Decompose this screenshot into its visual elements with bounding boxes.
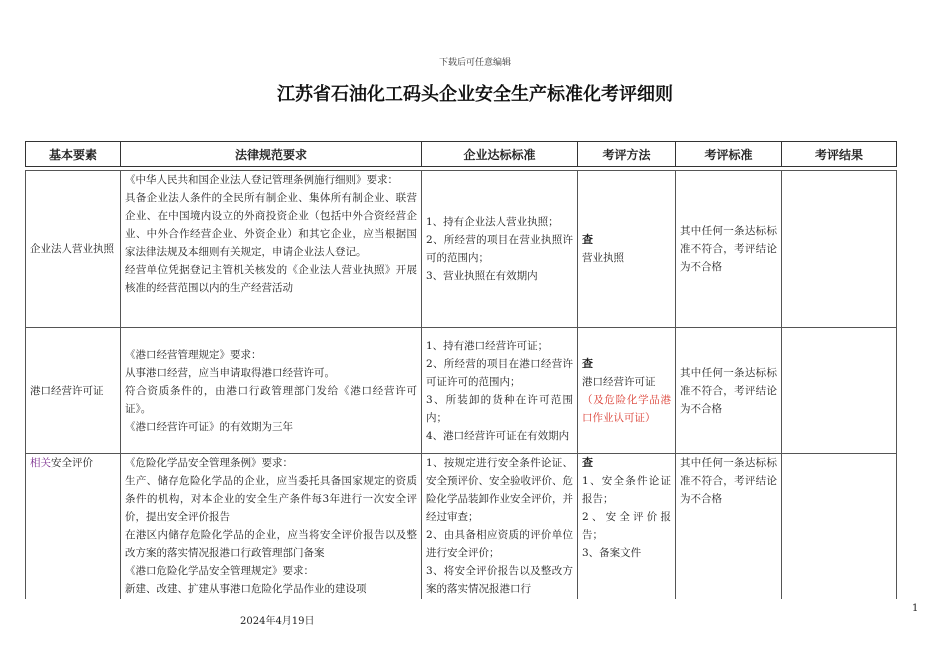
criteria-text: 其中任何一条达标标准不符合，考评结论为不合格 (680, 457, 777, 505)
law-paragraph: 生产、储存危险化学品的企业，应当委托具备国家规定的资质条件的机构，对本企业的安全生产条件每3年进行一次安全评价，提出安全评价报告 (125, 475, 417, 523)
method-heading: 查 (582, 233, 593, 246)
standard-item: 1、按规定进行安全条件论证、安全预评价、安全验收评价、危险化学品装卸作业安全评价，并经过审查； (426, 457, 573, 523)
footer-date: 2024年4月19日 (240, 616, 315, 627)
table-row (26, 328, 897, 454)
element-prefix: 相关 (30, 457, 51, 469)
standard-item: 1、持有港口经营许可证； (426, 339, 549, 352)
law-paragraph: 经营单位凭据登记主管机关核发的《企业法人营业执照》开展核准的经营范围以内的生产经营活动 (125, 264, 417, 294)
law-paragraph: 《危险化学品安全管理条例》要求： (125, 457, 293, 469)
evaluation-table (25, 141, 897, 599)
standard-item: 2、所经营的项目在港口经营许可证许可的范围内； (426, 357, 573, 388)
element-cell (26, 171, 121, 328)
column-header: 企业达标标准 (422, 142, 578, 167)
method-item: 营业执照 (582, 252, 624, 264)
law-paragraph: 《港口经营许可证》的有效期为三年 (125, 420, 293, 433)
element-name: 港口经营许可证 (30, 384, 104, 397)
element-cell (26, 454, 121, 599)
element-name: 安全评价 (51, 457, 93, 469)
result-cell (782, 328, 897, 454)
standard-item: 3、将安全评价报告以及整改方案的落实情况报港口行 (426, 565, 573, 595)
law-paragraph: 《港口经营管理规定》要求： (125, 348, 262, 361)
law-paragraph: 新建、改建、扩建从事港口危险化学品作业的建设项 (125, 583, 367, 595)
method-cell (578, 171, 676, 328)
standard-item: 3、营业执照在有效期内 (426, 270, 538, 282)
table-row (26, 454, 897, 599)
column-header: 考评方法 (578, 142, 676, 167)
standard-cell (422, 328, 578, 454)
method-cell (578, 328, 676, 454)
method-item: 2、安全评价报告； (582, 511, 671, 541)
criteria-text: 其中任何一条达标标准不符合，考评结论为不合格 (680, 366, 777, 415)
table-header-row (26, 142, 897, 167)
header-note: 下载后可任意编辑 (438, 58, 511, 68)
method-heading: 查 (582, 456, 593, 469)
law-cell (121, 328, 422, 454)
page-title: 江苏省石油化工码头企业安全生产标准化考评细则 (277, 84, 673, 105)
column-header: 法律规范要求 (121, 142, 422, 167)
law-paragraph: 《中华人民共和国企业法人登记管理条例施行细则》要求： (125, 174, 398, 186)
standard-item: 2、所经营的项目在营业执照许可的范围内； (426, 234, 573, 264)
column-header: 基本要素 (26, 142, 121, 167)
element-name: 企业法人营业执照 (30, 243, 114, 255)
standard-item: 4、港口经营许可证在有效期内 (426, 429, 570, 442)
method-item: 1、安全条件论证报告； (582, 475, 671, 505)
method-note: （及危险化学品港口作业认可证） (582, 393, 671, 424)
element-cell (26, 328, 121, 454)
law-cell (121, 454, 422, 599)
law-paragraph: 在港区内储存危险化学品的企业，应当将安全评价报告以及整改方案的落实情况报港口行政管理部门备案 (125, 529, 417, 559)
standard-item: 3、所装卸的货种在许可范围内； (426, 393, 573, 424)
method-cell (578, 454, 676, 599)
criteria-text: 其中任何一条达标标准不符合，考评结论为不合格 (680, 225, 777, 273)
law-cell (121, 171, 422, 328)
law-paragraph: 《港口危险化学品安全管理规定》要求： (125, 565, 314, 577)
column-header: 考评结果 (782, 142, 897, 167)
law-paragraph: 具备企业法人条件的全民所有制企业、集体所有制企业、联营企业、在中国境内设立的外商投资企业（包括中外合资经营企业、中外合作经营企业、外资企业）和其它企业，应当根据国家法律法规及本细则有关规定，申请企业法人登记。 (125, 192, 417, 258)
table-row (26, 171, 897, 328)
result-cell (782, 171, 897, 328)
method-item: 港口经营许可证 (582, 375, 656, 388)
page-number: 1 (912, 603, 919, 614)
result-cell (782, 454, 897, 599)
standard-item: 1、持有企业法人营业执照； (426, 216, 559, 228)
column-header: 考评标准 (676, 142, 782, 167)
law-paragraph: 符合资质条件的，由港口行政管理部门发给《港口经营许可证》。 (125, 384, 417, 415)
standard-cell (422, 454, 578, 599)
criteria-cell (676, 171, 782, 328)
method-heading: 查 (582, 356, 593, 370)
method-item: 3、备案文件 (582, 547, 642, 559)
criteria-cell (676, 328, 782, 454)
criteria-cell (676, 454, 782, 599)
law-paragraph: 从事港口经营，应当申请取得港口经营许可。 (125, 366, 335, 379)
standard-item: 2、由具备相应资质的评价单位进行安全评价； (426, 529, 573, 559)
standard-cell (422, 171, 578, 328)
